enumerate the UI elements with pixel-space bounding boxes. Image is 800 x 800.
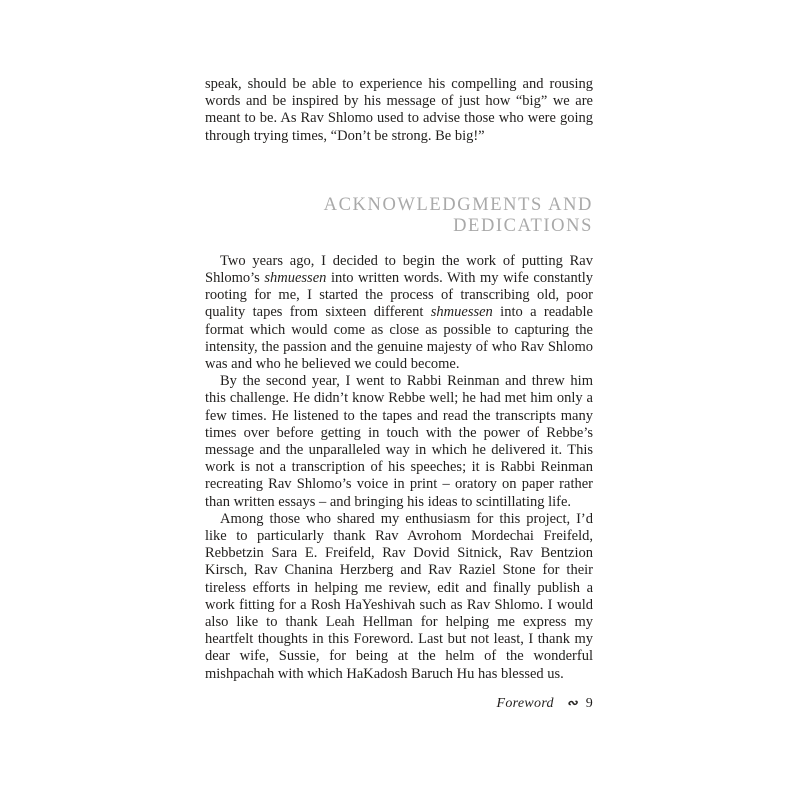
fleuron-ornament-icon: ∾ <box>566 694 578 710</box>
text-column <box>205 76 593 712</box>
paragraph-continuation: speak, should be able to experience his compelling and rousing words and be inspired by his message of just how “big” we are meant to be. As Rav Shlomo used to advise those who were going through trying times, “Don’t be strong. Be big!” <box>205 76 593 144</box>
chapter-heading <box>205 195 593 238</box>
chapter-heading-line2: DEDICATIONS <box>453 216 593 237</box>
footer-section-title: Foreword <box>496 695 554 711</box>
paragraph-acknowledgments-3: Among those who shared my enthusiasm for this project, I’d like to particularly thank Rav Avrohom Mordechai Freifeld, Rebbetzin Sara E. Freifeld, Rav Dovid Sitnick, Rav Bentzion Kirsch, Rav Chanina Herzberg and Rav Raziel Stone for their tireless efforts in helping me review, edit and finally publish a work fitting for a Rosh HaYeshivah such as Rav Shlomo. I would also like to thank Leah Hellman for helping me express my heartfelt thoughts in this Foreword. Last but not least, I thank my dear wife, Sussie, for being at the helm of the wonderful mishpachah with which HaKadosh Baruch Hu has blessed us. <box>205 510 593 682</box>
chapter-heading-line1: ACKNOWLEDGMENTS AND <box>323 194 593 215</box>
page-footer <box>205 694 593 712</box>
footer-page-number: 9 <box>585 695 593 711</box>
paragraph-acknowledgments-1: Two years ago, I decided to begin the work of putting Rav Shlomo’s shmuessen into written words. With my wife constantly rooting for me, I started the process of transcribing old, poor quality tapes from sixteen different shmuessen into a readable format which would come as close as possible to capturing the intensity, the passion and the genuine majesty of who Rav Shlomo was and who he believed we could become. <box>205 252 593 373</box>
paragraph-acknowledgments-2: By the second year, I went to Rabbi Reinman and threw him this challenge. He didn’t know Rebbe well; he had met him only a few times. He listened to the tapes and read the transcripts many times over before getting in touch with the power of Rebbe’s message and the unparalleled way in which he delivered it. This work is not a transcription of his speeches; it is Rabbi Reinman recreating Rav Shlomo’s voice in print – oratory on paper rather than written essays – and bringing his ideas to scintillating life. <box>205 373 593 510</box>
